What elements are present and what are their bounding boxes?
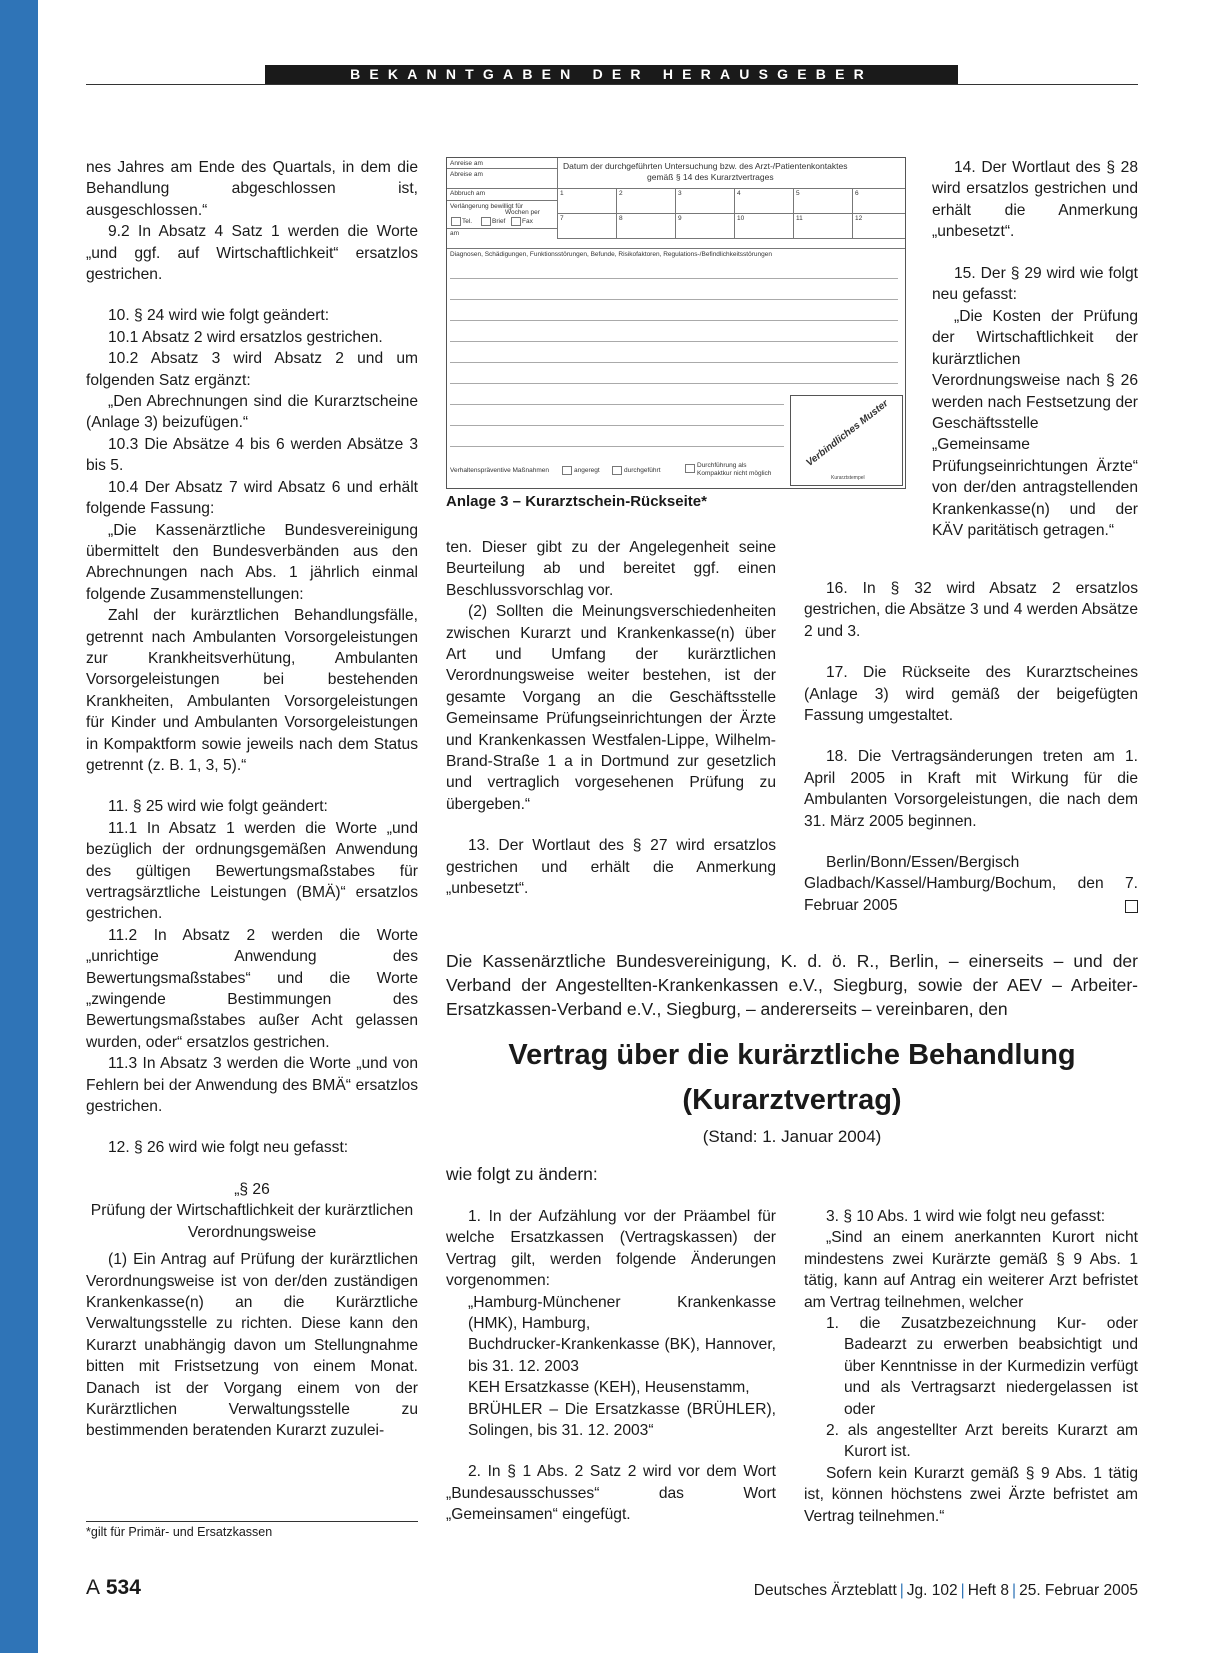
form-number: 6 bbox=[855, 190, 859, 197]
paragraph: 9.2 In Absatz 4 Satz 1 werden die Worte „und ggf. auf Wirtschaftlichkeit“ ersatzlos gestrichen. bbox=[86, 223, 418, 284]
form-label: Diagnosen, Schädigungen, Funktionsstörungen, Befunde, Risikofaktoren, Regulations-/Befindlichkeitsstörungen bbox=[450, 251, 772, 258]
checkbox-brief bbox=[481, 217, 491, 226]
end-mark-icon bbox=[1125, 900, 1138, 913]
form-number: 12 bbox=[855, 215, 863, 222]
stamp-label: Kurarztstempel bbox=[831, 475, 865, 481]
header-rule bbox=[86, 84, 1138, 85]
form-line bbox=[447, 248, 905, 249]
form-title: gemäß § 14 des Kurarztvertrages bbox=[647, 172, 774, 182]
paragraph: 10.4 Der Absatz 7 wird Absatz 6 und erhält folgende Fassung: bbox=[86, 478, 418, 518]
separator: | bbox=[899, 1582, 904, 1599]
form-label: Abbruch am bbox=[450, 190, 486, 197]
section-heading: Prüfung der Wirtschaftlichkeit der kurärztlichen Verordnungsweise bbox=[90, 1202, 414, 1241]
form-label: Durchführung als bbox=[697, 462, 747, 469]
form-line bbox=[450, 278, 898, 279]
form-line bbox=[447, 200, 557, 201]
journal-issue: Heft 8 bbox=[967, 1582, 1010, 1599]
stamp-watermark: Verbindliches Muster bbox=[804, 398, 891, 469]
intro-text: Die Kassenärztliche Bundesvereinigung, K. d. ö. R., Berlin, – einerseits – und der Verband der Angestellten-Krankenkassen e.V., Siegburg, sowie der AEV – Arbeiter-Ersatzkassen-Verband e.V., Siegburg, – andererseits – vereinbaren, den bbox=[446, 951, 1138, 1019]
form-number: 5 bbox=[796, 190, 800, 197]
form-label: Abreise am bbox=[450, 171, 483, 178]
bottom-right-column bbox=[804, 1206, 1138, 1527]
paragraph: „Sind an einem anerkannten Kurort nicht mindestens zwei Kurärzte gemäß § 9 Abs. 1 tätig, kann auf Antrag ein weiterer Arzt befristet am Vertrag teilnehmen, welcher bbox=[804, 1229, 1138, 1311]
contract-title-line: (Kurarztvertrag) bbox=[682, 1084, 902, 1116]
form-line bbox=[450, 446, 784, 447]
paragraph: 11.2 In Absatz 2 werden die Worte „unrichtige Anwendung des Bewertungsmaßstabes“ und die Worte „zwingende Bestimmungen des Bewertungsmaßstabes außer Acht gelassen wurden, oder“ ersatzlos gestrichen. bbox=[86, 926, 418, 1051]
paragraph: BRÜHLER – Die Ersatzkasse (BRÜHLER), Solingen, bis 31. 12. 2003“ bbox=[468, 1400, 776, 1440]
paragraph: 10.1 Absatz 2 wird ersatzlos gestrichen. bbox=[108, 328, 383, 346]
checkbox-angeregt bbox=[562, 466, 572, 475]
form-label: Wochen per bbox=[505, 209, 540, 216]
paragraph: „Die Kassenärztliche Bundesvereinigung übermittelt den Bundesverbänden aus den Abrechnungen nach Abs. 1 jährlich einmal folgende Zusammenstellungen: bbox=[86, 521, 418, 603]
signature-line: Berlin/Bonn/Essen/Bergisch Gladbach/Kassel/Hamburg/Bochum, den 7. Februar 2005 bbox=[804, 854, 1138, 914]
form-line bbox=[557, 238, 905, 239]
page-number-value: 534 bbox=[105, 1576, 141, 1599]
form-label: Fax bbox=[522, 218, 533, 225]
paragraph: 17. Die Rückseite des Kurarztscheines (Anlage 3) wird gemäß der beigefügten Fassung umgestaltet. bbox=[804, 664, 1138, 725]
form-line bbox=[557, 158, 558, 238]
form-number: 4 bbox=[737, 190, 741, 197]
journal-date: 25. Februar 2005 bbox=[1019, 1582, 1138, 1599]
separator: | bbox=[1012, 1582, 1017, 1599]
paragraph: KEH Ersatzkasse (KEH), Heusenstamm, bbox=[468, 1379, 750, 1397]
form-label: Verhaltenspräventive Maßnahmen bbox=[450, 467, 550, 474]
kurarztschein-form bbox=[446, 157, 906, 489]
paragraph: (1) Ein Antrag auf Prüfung der kurärztlichen Verordnungsweise ist von der/den zuständigen Krankenkasse(n) an die Kurärztliche Verwaltungsstelle zu richten. Diese kann den Kurarzt unabhängig davon um Stellungnahme bitten mit Fristsetzung von einem Monat. Danach ist der Vorgang einem von der Kurärztlichen Verwaltungsstelle zu bestimmenden beratenden Kurarzt zuzulei- bbox=[86, 1251, 418, 1440]
form-number: 10 bbox=[737, 215, 745, 222]
contract-title-line: Vertrag über die kurärztliche Behandlung bbox=[508, 1039, 1076, 1071]
form-label: Anreise am bbox=[450, 160, 483, 167]
checkbox-kompaktkur bbox=[685, 464, 695, 473]
section-header: BEKANNTGABEN DER HERAUSGEBER bbox=[265, 65, 958, 84]
blue-side-bar bbox=[0, 0, 38, 1653]
form-line bbox=[450, 404, 784, 405]
form-number: 2 bbox=[619, 190, 623, 197]
left-column bbox=[86, 157, 418, 1442]
form-caption: Anlage 3 – Kurarztschein-Rückseite* bbox=[446, 493, 707, 510]
form-label: durchgeführt bbox=[624, 467, 661, 474]
footnote-rule bbox=[86, 1521, 418, 1522]
paragraph bbox=[804, 852, 1138, 916]
form-label: Verlängerung bewilligt für bbox=[450, 203, 523, 210]
form-line bbox=[675, 188, 676, 238]
journal-volume: Jg. 102 bbox=[906, 1582, 958, 1599]
right-column-top bbox=[932, 157, 1138, 305]
stamp-box bbox=[790, 395, 903, 486]
paragraph: „Den Abrechnungen sind die Kurarztscheine (Anlage 3) beizufügen.“ bbox=[86, 393, 418, 432]
page-prefix: A bbox=[86, 1576, 101, 1599]
journal-footer bbox=[754, 1582, 1138, 1600]
form-line bbox=[450, 320, 898, 321]
checkbox-tel bbox=[451, 217, 461, 226]
paragraph: 14. Der Wortlaut des § 28 wird ersatzlos gestrichen und erhält die Anmerkung „unbesetzt“. bbox=[932, 159, 1138, 241]
paragraph: Buchdrucker-Krankenkasse (BK), Hannover, bis 31. 12. 2003 bbox=[468, 1336, 776, 1375]
form-line bbox=[450, 383, 898, 384]
form-number: 11 bbox=[796, 215, 803, 222]
paragraph: nes Jahres am Ende des Quartals, in dem die Behandlung abgeschlossen ist, ausgeschlossen.“ bbox=[86, 159, 418, 219]
form-title: Datum der durchgeführten Untersuchung bzw. des Arzt-/Patientenkontaktes bbox=[563, 161, 848, 171]
contract-stand: (Stand: 1. Januar 2004) bbox=[702, 1127, 882, 1146]
paragraph: 10. § 24 wird wie folgt geändert: bbox=[108, 307, 330, 325]
contract-title bbox=[446, 1033, 1138, 1123]
paragraph: 11.3 In Absatz 3 werden die Worte „und von Fehlern bei der Anwendung des BMÄ“ ersatzlos gestrichen. bbox=[86, 1055, 418, 1116]
form-number: 1 bbox=[560, 190, 564, 197]
form-line bbox=[447, 188, 557, 189]
list-item: 1. die Zusatzbezeichnung Kur- oder Badearzt zu erwerben beabsichtigt und über Kenntnisse in der Kurmedizin verfügt und als Vertragsarzt niedergelassen ist oder bbox=[826, 1315, 1138, 1418]
form-line bbox=[447, 228, 557, 229]
paragraph: (2) Sollten die Meinungsverschiedenheiten zwischen Kurarzt und Krankenkasse(n) über Art und Umfang der kurärztlichen Verordnungsweise weiter bestehen, ist der gesamte Vorgang an die Geschäftsstelle Gemeinsame Prüfungseinrichtungen der Ärzte und Krankenkassen Westfalen-Lippe, Wilhelm-Brand-Straße 1 a in Dortmund zur gesetzlich und vertraglich vorgesehenen Prüfung zu übergeben.“ bbox=[446, 603, 776, 813]
paragraph: 15. Der § 29 wird wie folgt neu gefasst: bbox=[932, 264, 1138, 304]
bottom-middle-column bbox=[446, 1206, 776, 1526]
form-number: 9 bbox=[678, 215, 682, 222]
checkbox-fax bbox=[511, 217, 521, 226]
paragraph: 1. In der Aufzählung vor der Präambel für welche Ersatzkassen (Vertragskassen) der Vertrag gilt, werden folgende Änderungen vorgenommen: bbox=[446, 1208, 776, 1290]
section-heading: „§ 26 bbox=[234, 1180, 270, 1198]
paragraph: 12. § 26 wird wie folgt neu gefasst: bbox=[108, 1139, 349, 1157]
form-line bbox=[450, 362, 898, 363]
paragraph: 11. § 25 wird wie folgt geändert: bbox=[108, 798, 328, 816]
form-line bbox=[450, 299, 898, 300]
footnote: *gilt für Primär- und Ersatzkassen bbox=[86, 1525, 273, 1539]
form-line bbox=[734, 188, 735, 238]
form-label: am bbox=[450, 230, 460, 237]
paragraph: 16. In § 32 wird Absatz 2 ersatzlos gestrichen, die Absätze 3 und 4 werden Absätze 2 und 3. bbox=[804, 580, 1138, 640]
separator: | bbox=[960, 1582, 965, 1599]
paragraph: Sofern kein Kurarzt gemäß § 9 Abs. 1 tätig ist, können höchstens zwei Ärzte befristet am Vertrag teilnehmen.“ bbox=[804, 1464, 1138, 1525]
form-line bbox=[793, 188, 794, 238]
paragraph: 10.2 Absatz 3 wird Absatz 2 und um folgenden Satz ergänzt: bbox=[86, 350, 418, 389]
paragraph: ten. Dieser gibt zu der Angelegenheit seine Beurteilung ab und bereitet ggf. einen Beschlussvorschlag vor. bbox=[446, 539, 776, 599]
form-line bbox=[450, 341, 898, 342]
paragraph: „Hamburg-Münchener Krankenkasse (HMK), Hamburg, bbox=[468, 1293, 776, 1333]
form-label: Brief bbox=[492, 218, 506, 225]
form-label: angeregt bbox=[574, 467, 600, 474]
paragraph: „Die Kosten der Prüfung der Wirtschaftlichkeit der kurärztlichen Verordnungsweise nach § 26 werden nach Festsetzung der Geschäftsstelle „Gemeinsame Prüfungseinrichtungen Ärzte“ von der/den antragstellenden Krankenkasse(n) und der KÄV paritätisch getragen.“ bbox=[932, 308, 1138, 540]
checkbox-durchgefuehrt bbox=[612, 466, 622, 475]
form-number: 3 bbox=[678, 190, 682, 197]
form-line bbox=[616, 188, 617, 238]
paragraph: 3. § 10 Abs. 1 wird wie folgt neu gefasst: bbox=[826, 1208, 1106, 1225]
form-number: 7 bbox=[560, 215, 564, 222]
form-label: Tel. bbox=[462, 218, 473, 225]
paragraph: Zahl der kurärztlichen Behandlungsfälle, getrennt nach Ambulanten Vorsorgeleistungen zur Krankheitsverhütung, Ambulanten Vorsorgeleistungen bei bestehenden Krankheiten, Ambulanten Vorsorgeleistungen für Kinder und Ambulanten Vorsorgeleistungen in Kompaktform sowie jeweils nach dem Status getrennt (z. B. 1, 3, 5).“ bbox=[86, 607, 418, 774]
right-column bbox=[804, 578, 1138, 916]
form-label: Kompaktkur nicht möglich bbox=[697, 470, 772, 477]
journal-name: Deutsches Ärzteblatt bbox=[753, 1582, 897, 1599]
paragraph: 18. Die Vertragsänderungen treten am 1. April 2005 in Kraft mit Wirkung für die Ambulanten Vorsorgeleistungen, die nach dem 31. März 2005 beginnen. bbox=[804, 748, 1138, 830]
form-line bbox=[852, 188, 853, 238]
paragraph: 2. In § 1 Abs. 2 Satz 2 wird vor dem Wort „Bundesausschusses“ das Wort „Gemeinsamen“ eingefügt. bbox=[446, 1463, 776, 1524]
page-number bbox=[86, 1576, 141, 1600]
middle-column bbox=[446, 537, 776, 900]
form-line bbox=[450, 425, 784, 426]
paragraph: 13. Der Wortlaut des § 27 wird ersatzlos gestrichen und erhält die Anmerkung „unbesetzt“. bbox=[446, 837, 776, 898]
form-line bbox=[447, 168, 557, 169]
right-column-quote bbox=[932, 306, 1138, 541]
intro-continuation: wie folgt zu ändern: bbox=[446, 1164, 598, 1184]
paragraph: 10.3 Die Absätze 4 bis 6 werden Absätze 3 bis 5. bbox=[86, 435, 418, 475]
list-item: 2. als angestellter Arzt bereits Kurarzt am Kurort ist. bbox=[826, 1422, 1138, 1461]
paragraph: 11.1 In Absatz 1 werden die Worte „und bezüglich der ordnungsgemäßen Anwendung des gültigen Bewertungsmaßstabes für vertragsärztliche Leistungen (BMÄ)“ ersatzlos gestrichen. bbox=[86, 819, 418, 923]
form-number: 8 bbox=[619, 215, 623, 222]
